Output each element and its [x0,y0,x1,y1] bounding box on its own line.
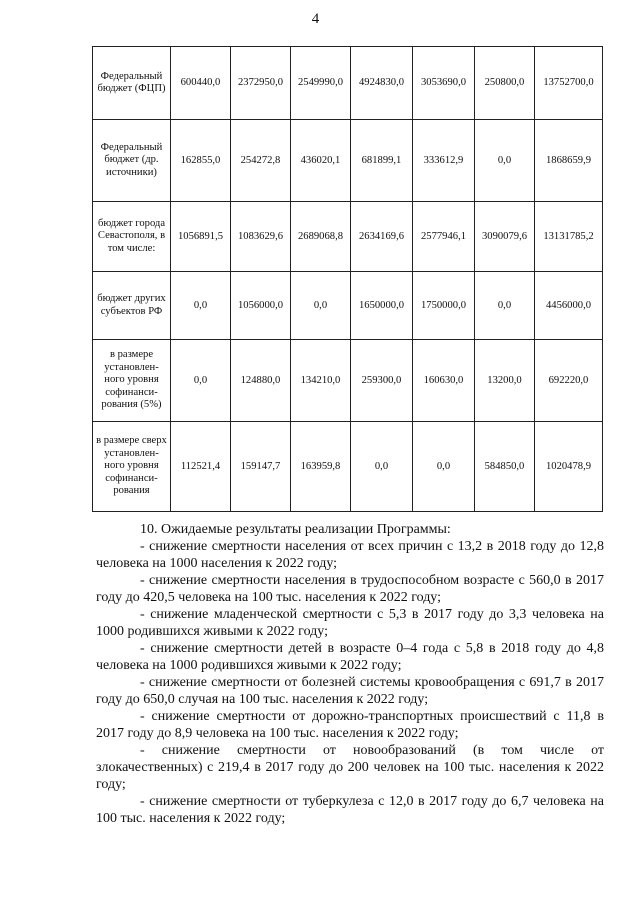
list-item: - снижение смертности от туберкулеза с 12,0 в 2017 году до 6,7 человека на 100 тыс. населения к 2022 году; [96,794,604,826]
table-cell: 3090079,6 [475,202,535,272]
table-cell: 162855,0 [171,120,231,202]
row-label: бюджет города Севастополя, в том числе: [93,202,171,272]
list-item: - снижение смертности населения от всех причин с 13,2 в 2018 году до 12,8 человека на 1000 населения к 2022 году; [96,539,604,571]
budget-table [92,46,603,512]
table-row [93,272,603,340]
table-cell: 250800,0 [475,47,535,120]
expected-results-section [96,521,604,827]
list-item: - снижение младенческой смертности с 5,3 в 2017 году до 3,3 человека на 1000 родившихся живыми к 2022 году; [96,607,604,639]
row-label: в размере сверх установлен-ного уровня софинанси-рования [93,422,171,512]
table-cell: 112521,4 [171,422,231,512]
table-cell: 0,0 [351,422,413,512]
table-cell: 1056891,5 [171,202,231,272]
table-cell: 584850,0 [475,422,535,512]
table-cell: 134210,0 [291,340,351,422]
row-label: бюджет других субъектов РФ [93,272,171,340]
table-cell: 13752700,0 [535,47,603,120]
list-item: - снижение смертности от дорожно-транспортных происшествий с 11,8 в 2017 году до 8,9 человека на 100 тыс. населения к 2022 году; [96,709,604,741]
table-cell: 0,0 [413,422,475,512]
table-cell: 0,0 [171,340,231,422]
row-label: Федеральный бюджет (др. источники) [93,120,171,202]
table-cell: 2634169,6 [351,202,413,272]
table-cell: 2372950,0 [231,47,291,120]
table-cell: 1650000,0 [351,272,413,340]
table-cell: 2577946,1 [413,202,475,272]
table-row [93,120,603,202]
table-cell: 1750000,0 [413,272,475,340]
table-cell: 0,0 [291,272,351,340]
table-cell: 3053690,0 [413,47,475,120]
list-item: - снижение смертности детей в возрасте 0–4 года с 5,8 в 2018 году до 4,8 человека на 1000 родившихся живыми к 2022 году; [96,641,604,673]
table-cell: 436020,1 [291,120,351,202]
table-row [93,202,603,272]
table-cell: 259300,0 [351,340,413,422]
table-cell: 159147,7 [231,422,291,512]
table-cell: 0,0 [171,272,231,340]
list-item: - снижение смертности населения в трудоспособном возрасте с 560,0 в 2017 году до 420,5 человека на 100 тыс. населения к 2022 году; [96,573,604,605]
table-cell: 333612,9 [413,120,475,202]
page-number: 4 [311,11,320,27]
row-label: Федеральный бюджет (ФЦП) [93,47,171,120]
table-cell: 160630,0 [413,340,475,422]
table-row [93,422,603,512]
section-heading: 10. Ожидаемые результаты реализации Программы: [140,522,451,537]
table-cell: 1083629,6 [231,202,291,272]
table-cell: 4924830,0 [351,47,413,120]
table-cell: 163959,8 [291,422,351,512]
row-label: в размере установлен-ного уровня софинанси-рования (5%) [93,340,171,422]
list-item: - снижение смертности от болезней системы кровообращения с 691,7 в 2017 году до 650,0 случая на 100 тыс. населения к 2022 году; [96,675,604,707]
table-cell: 13131785,2 [535,202,603,272]
table-cell: 600440,0 [171,47,231,120]
table-cell: 692220,0 [535,340,603,422]
table-cell: 254272,8 [231,120,291,202]
table-cell: 1020478,9 [535,422,603,512]
table-cell: 1868659,9 [535,120,603,202]
table-cell: 0,0 [475,120,535,202]
list-item: - снижение смертности от новообразований (в том числе от злокачественных) с 219,4 в 2017 году до 200 человек на 100 тыс. населения к 2022 году; [96,743,604,792]
table-cell: 681899,1 [351,120,413,202]
table-cell: 2549990,0 [291,47,351,120]
table-cell: 124880,0 [231,340,291,422]
table-row [93,47,603,120]
table-cell: 13200,0 [475,340,535,422]
table-cell: 2689068,8 [291,202,351,272]
table-cell: 1056000,0 [231,272,291,340]
table-row [93,340,603,422]
table-cell: 4456000,0 [535,272,603,340]
table-cell: 0,0 [475,272,535,340]
